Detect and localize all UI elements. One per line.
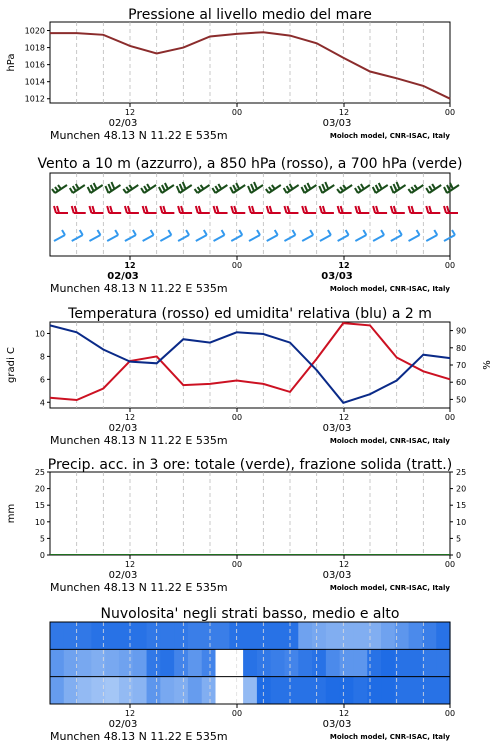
wind-barb-700hpa: [391, 182, 406, 193]
cloud-cell-medio: [381, 649, 395, 676]
wind-barb-850hpa: [196, 206, 210, 213]
wind-barb-850hpa: [355, 206, 369, 213]
y-right-tick-label: 20: [456, 484, 467, 494]
cloud-cell-medio: [409, 649, 423, 676]
wind-barb-850hpa: [89, 206, 103, 213]
wind-barb-10m: [160, 230, 171, 241]
cloud-cell-alto: [271, 622, 285, 649]
cloud-cell-medio: [202, 649, 216, 676]
temperature-line: [50, 323, 450, 400]
wind-barb-850hpa: [231, 206, 245, 213]
y-right-tick-label: 50: [456, 395, 467, 405]
barb-shape: [266, 185, 281, 193]
wind-barb-700hpa: [355, 184, 370, 193]
y-tick-label: 0: [39, 551, 45, 560]
barb-shape: [320, 206, 334, 213]
wind-barb-700hpa: [177, 182, 192, 193]
wind-barb-850hpa: [338, 206, 352, 213]
wind-barb-700hpa: [284, 184, 299, 193]
barb-shape: [230, 183, 245, 193]
cloud-cell-medio: [298, 649, 312, 676]
cloud-cell-alto: [422, 622, 436, 649]
barb-shape: [177, 182, 192, 193]
barb-shape: [196, 206, 210, 213]
wind-barb-850hpa: [72, 206, 86, 213]
barb-shape: [195, 185, 210, 193]
x-tick-label: 00: [231, 709, 243, 718]
cloud-cell-basso: [174, 677, 188, 704]
date-label: 02/03: [108, 118, 138, 129]
wind-barb-10m: [125, 230, 136, 241]
cloud-cell-basso: [353, 677, 367, 704]
y-axis-label: gradi C: [6, 347, 17, 383]
y-tick-label: 8: [39, 352, 45, 362]
barb-shape: [426, 230, 437, 241]
barb-shape: [70, 184, 85, 193]
date-label: 02/03: [108, 570, 138, 581]
barb-shape: [409, 206, 423, 213]
cloud-cell-alto: [64, 622, 78, 649]
cloud-cell-medio: [216, 649, 230, 676]
barb-shape: [267, 230, 278, 241]
wind-barb-700hpa: [301, 183, 316, 193]
wind-barb-700hpa: [337, 185, 352, 193]
barb-shape: [426, 184, 441, 193]
x-tick-label: 12: [338, 560, 350, 569]
wind-barb-10m: [355, 230, 366, 241]
chart-title: Nuvolosita' negli strati basso, medio e alto: [100, 606, 400, 622]
wind-barb-700hpa: [266, 185, 281, 193]
plot-frame: [50, 472, 450, 555]
cloud-cell-medio: [174, 649, 188, 676]
chart-title: Vento a 10 m (azzurro), a 850 hPa (rosso), a 700 hPa (verde): [37, 156, 463, 172]
y-tick-label: 4: [39, 398, 45, 408]
barb-shape: [141, 184, 156, 193]
cloud-cell-basso: [78, 677, 92, 704]
cloud-cell-medio: [284, 649, 298, 676]
cloud-cell-medio: [436, 649, 450, 676]
x-tick-label: 00: [444, 108, 456, 117]
wind-barb-10m: [267, 230, 278, 241]
barb-shape: [105, 182, 120, 193]
wind-barb-850hpa: [284, 206, 298, 213]
barb-shape: [125, 206, 139, 213]
wind-barb-10m: [426, 230, 437, 241]
cloud-cell-medio: [119, 649, 133, 676]
cloud-cell-basso: [284, 677, 298, 704]
cloud-cell-alto: [50, 622, 64, 649]
model-credit: Moloch model, CNR-ISAC, Italy: [329, 437, 450, 445]
barb-shape: [248, 182, 263, 193]
cloud-cell-medio: [160, 649, 174, 676]
wind-barb-700hpa: [70, 184, 85, 193]
date-label: 02/03: [108, 719, 138, 730]
barb-shape: [249, 206, 263, 213]
y-tick-label: 5: [39, 534, 45, 544]
location-label: Munchen 48.13 N 11.22 E 535m: [50, 129, 228, 142]
cloud-cell-alto: [367, 622, 381, 649]
y-tick-label: 1016: [24, 60, 45, 70]
x-tick-label: 12: [338, 709, 350, 718]
wind-barb-10m: [89, 230, 100, 241]
y-tick-label: 20: [34, 484, 45, 494]
cloud-cell-basso: [312, 677, 326, 704]
wind-barb-700hpa: [248, 182, 263, 193]
cloud-cell-basso: [409, 677, 423, 704]
wind-barb-700hpa: [195, 185, 210, 193]
cloud-cell-alto: [133, 622, 147, 649]
wind-barb-10m: [320, 230, 331, 241]
wind-barb-10m: [373, 230, 384, 241]
cloud-cell-alto: [119, 622, 133, 649]
humidity-line: [50, 325, 450, 402]
model-credit: Moloch model, CNR-ISAC, Italy: [329, 285, 450, 293]
x-tick-label: 12: [338, 413, 350, 422]
cloud-cell-alto: [284, 622, 298, 649]
cloud-cell-basso: [133, 677, 147, 704]
cloud-cell-basso: [381, 677, 395, 704]
x-tick-label: 12: [124, 709, 136, 718]
barb-shape: [72, 230, 83, 241]
y-tick-label: 6: [39, 375, 45, 385]
location-label: Munchen 48.13 N 11.22 E 535m: [50, 282, 228, 295]
y-right-tick-label: 10: [456, 517, 467, 527]
wind-barb-700hpa: [105, 182, 120, 193]
chart-title: Pressione al livello medio del mare: [128, 7, 372, 23]
barb-shape: [54, 230, 65, 241]
y-axis-label: mm: [6, 503, 17, 524]
wind-barb-850hpa: [54, 206, 68, 213]
chart-title: Precip. acc. in 3 ore: totale (verde), frazione solida (tratt.): [47, 457, 453, 473]
wind-barb-700hpa: [408, 185, 423, 193]
barb-shape: [159, 183, 174, 193]
y-tick-label: 1020: [24, 26, 45, 36]
date-label: 02/03: [107, 271, 139, 282]
cloud-cell-alto: [105, 622, 119, 649]
wind-barb-850hpa: [373, 206, 387, 213]
location-label: Munchen 48.13 N 11.22 E 535m: [50, 730, 228, 743]
cloud-cell-basso: [326, 677, 340, 704]
barb-shape: [338, 206, 352, 213]
y-right-tick-label: 60: [456, 378, 467, 388]
barb-shape: [319, 182, 334, 193]
date-label: 03/03: [322, 423, 352, 434]
wind-barb-700hpa: [52, 185, 67, 193]
barb-shape: [284, 184, 299, 193]
barb-shape: [214, 206, 228, 213]
x-tick-label: 00: [231, 261, 243, 270]
y-right-tick-label: 80: [456, 343, 467, 353]
wind-barb-10m: [107, 230, 118, 241]
pressure-line: [50, 32, 450, 99]
plot-frame: [50, 322, 450, 408]
date-label: 03/03: [322, 719, 352, 730]
wind-barb-850hpa: [320, 206, 334, 213]
cloud-cell-medio: [353, 649, 367, 676]
x-tick-label: 12: [338, 108, 350, 117]
y-tick-label: 1014: [24, 77, 45, 87]
barb-shape: [444, 206, 458, 213]
barb-shape: [89, 206, 103, 213]
cloud-cell-alto: [326, 622, 340, 649]
wind-barb-700hpa: [373, 183, 388, 193]
barb-shape: [107, 230, 118, 241]
cloud-cell-alto: [298, 622, 312, 649]
barb-shape: [426, 206, 440, 213]
cloud-cell-basso: [64, 677, 78, 704]
location-label: Munchen 48.13 N 11.22 E 535m: [50, 581, 228, 594]
y-right-tick-label: 90: [456, 326, 467, 336]
wind-barb-700hpa: [88, 183, 103, 193]
cloud-cell-medio: [422, 649, 436, 676]
cloud-cell-medio: [133, 649, 147, 676]
cloud-cell-basso: [119, 677, 133, 704]
x-tick-label: 12: [124, 560, 136, 569]
barb-shape: [302, 206, 316, 213]
cloud-cell-basso: [188, 677, 202, 704]
wind-barb-700hpa: [141, 184, 156, 193]
y-tick-label: 1012: [24, 94, 45, 104]
cloud-cell-alto: [381, 622, 395, 649]
plot-frame: [50, 22, 450, 103]
barb-shape: [355, 184, 370, 193]
cloud-cell-basso: [271, 677, 285, 704]
wind-barb-850hpa: [214, 206, 228, 213]
cloud-cell-alto: [353, 622, 367, 649]
location-label: Munchen 48.13 N 11.22 E 535m: [50, 434, 228, 447]
cloud-cell-basso: [422, 677, 436, 704]
y-right-tick-label: 70: [456, 361, 467, 370]
date-label: 03/03: [321, 271, 353, 282]
cloud-cell-alto: [188, 622, 202, 649]
cloud-cell-medio: [105, 649, 119, 676]
cloud-cell-medio: [147, 649, 161, 676]
barb-shape: [355, 206, 369, 213]
barb-shape: [54, 206, 68, 213]
wind-barb-700hpa: [212, 184, 227, 193]
barb-shape: [212, 184, 227, 193]
cloud-cell-alto: [160, 622, 174, 649]
barb-shape: [143, 206, 157, 213]
x-tick-label: 00: [231, 560, 243, 569]
wind-barb-850hpa: [107, 206, 121, 213]
barb-shape: [355, 230, 366, 241]
y-axis-label: hPa: [6, 53, 17, 72]
wind-barb-10m: [143, 230, 154, 241]
wind-barb-850hpa: [444, 206, 458, 213]
wind-barb-10m: [196, 230, 207, 241]
wind-barb-10m: [302, 230, 313, 241]
barb-shape: [125, 230, 136, 241]
wind-barb-850hpa: [160, 206, 174, 213]
cloud-cell-alto: [257, 622, 271, 649]
y-right-tick-label: 25: [456, 468, 467, 477]
cloud-cell-basso: [436, 677, 450, 704]
x-tick-label: 12: [338, 261, 350, 270]
barb-shape: [267, 206, 281, 213]
wind-barb-700hpa: [319, 182, 334, 193]
x-tick-label: 00: [444, 709, 456, 718]
cloud-cell-alto: [340, 622, 354, 649]
cloud-cell-basso: [298, 677, 312, 704]
wind-barb-850hpa: [267, 206, 281, 213]
cloud-cell-alto: [147, 622, 161, 649]
wind-barb-700hpa: [159, 183, 174, 193]
cloud-cell-basso: [202, 677, 216, 704]
barb-shape: [284, 206, 298, 213]
y-axis-label-right: %: [482, 360, 493, 370]
y-tick-label: 10: [34, 329, 45, 339]
x-tick-label: 12: [124, 413, 136, 422]
model-credit: Moloch model, CNR-ISAC, Italy: [329, 584, 450, 592]
cloud-cell-medio: [243, 649, 257, 676]
wind-barb-700hpa: [230, 183, 245, 193]
wind-barb-10m: [54, 230, 65, 241]
x-tick-label: 12: [124, 108, 136, 117]
x-tick-label: 00: [231, 108, 243, 117]
wind-barb-850hpa: [125, 206, 139, 213]
barb-shape: [72, 206, 86, 213]
date-label: 03/03: [322, 118, 352, 129]
barb-shape: [160, 206, 174, 213]
wind-barb-10m: [409, 230, 420, 241]
cloud-cell-basso: [50, 677, 64, 704]
wind-barb-10m: [214, 230, 225, 241]
barb-shape: [88, 183, 103, 193]
barb-shape: [196, 230, 207, 241]
barb-shape: [178, 206, 192, 213]
cloud-cell-alto: [243, 622, 257, 649]
barb-shape: [302, 230, 313, 241]
cloud-cell-basso: [216, 677, 230, 704]
y-right-tick-label: 0: [456, 551, 462, 560]
y-tick-label: 25: [34, 468, 45, 477]
cloud-cell-alto: [202, 622, 216, 649]
barb-shape: [373, 206, 387, 213]
barb-shape: [409, 230, 420, 241]
chart-title: Temperatura (rosso) ed umidita' relativa (blu) a 2 m: [68, 306, 432, 322]
barb-shape: [143, 230, 154, 241]
wind-barb-850hpa: [409, 206, 423, 213]
y-right-tick-label: 5: [456, 534, 462, 544]
y-tick-label: 10: [34, 517, 45, 527]
barb-shape: [337, 185, 352, 193]
wind-barb-850hpa: [249, 206, 263, 213]
cloud-cell-medio: [64, 649, 78, 676]
cloud-cell-alto: [409, 622, 423, 649]
wind-barb-700hpa: [444, 183, 459, 193]
date-label: 02/03: [108, 423, 138, 434]
y-right-tick-label: 15: [456, 501, 467, 511]
barb-shape: [249, 230, 260, 241]
cloud-cell-medio: [326, 649, 340, 676]
y-tick-label: 1018: [24, 43, 45, 53]
cloud-cell-basso: [160, 677, 174, 704]
barb-shape: [373, 230, 384, 241]
barb-shape: [123, 185, 138, 193]
wind-barb-850hpa: [178, 206, 192, 213]
cloud-cell-basso: [340, 677, 354, 704]
x-tick-label: 00: [231, 413, 243, 422]
model-credit: Moloch model, CNR-ISAC, Italy: [329, 733, 450, 741]
cloud-cell-medio: [50, 649, 64, 676]
barb-shape: [89, 230, 100, 241]
cloud-cell-medio: [367, 649, 381, 676]
cloud-cell-alto: [174, 622, 188, 649]
cloud-cell-medio: [312, 649, 326, 676]
cloud-cell-basso: [105, 677, 119, 704]
barb-shape: [107, 206, 121, 213]
cloud-cell-medio: [257, 649, 271, 676]
barb-shape: [231, 206, 245, 213]
wind-barb-850hpa: [426, 206, 440, 213]
barb-shape: [160, 230, 171, 241]
wind-barb-700hpa: [123, 185, 138, 193]
x-tick-label: 00: [444, 261, 456, 270]
date-label: 03/03: [322, 570, 352, 581]
barb-shape: [408, 185, 423, 193]
cloud-cell-medio: [188, 649, 202, 676]
wind-barb-850hpa: [302, 206, 316, 213]
wind-barb-850hpa: [391, 206, 405, 213]
barb-shape: [373, 183, 388, 193]
barb-shape: [52, 185, 67, 193]
cloud-cell-basso: [257, 677, 271, 704]
wind-barb-10m: [72, 230, 83, 241]
cloud-cell-medio: [78, 649, 92, 676]
y-tick-label: 15: [34, 501, 45, 511]
cloud-cell-basso: [243, 677, 257, 704]
cloud-cell-alto: [78, 622, 92, 649]
barb-shape: [214, 230, 225, 241]
x-tick-label: 12: [124, 261, 136, 270]
x-tick-label: 00: [444, 560, 456, 569]
wind-barb-10m: [249, 230, 260, 241]
cloud-cell-basso: [147, 677, 161, 704]
barb-shape: [391, 182, 406, 193]
cloud-cell-alto: [312, 622, 326, 649]
wind-barb-850hpa: [143, 206, 157, 213]
barb-shape: [444, 183, 459, 193]
barb-shape: [320, 230, 331, 241]
model-credit: Moloch model, CNR-ISAC, Italy: [329, 132, 450, 140]
cloud-cell-medio: [271, 649, 285, 676]
cloud-cell-alto: [216, 622, 230, 649]
cloud-cell-alto: [436, 622, 450, 649]
wind-barb-700hpa: [426, 184, 441, 193]
cloud-cell-basso: [367, 677, 381, 704]
cloud-cell-medio: [340, 649, 354, 676]
barb-shape: [301, 183, 316, 193]
barb-shape: [391, 206, 405, 213]
x-tick-label: 00: [444, 413, 456, 422]
